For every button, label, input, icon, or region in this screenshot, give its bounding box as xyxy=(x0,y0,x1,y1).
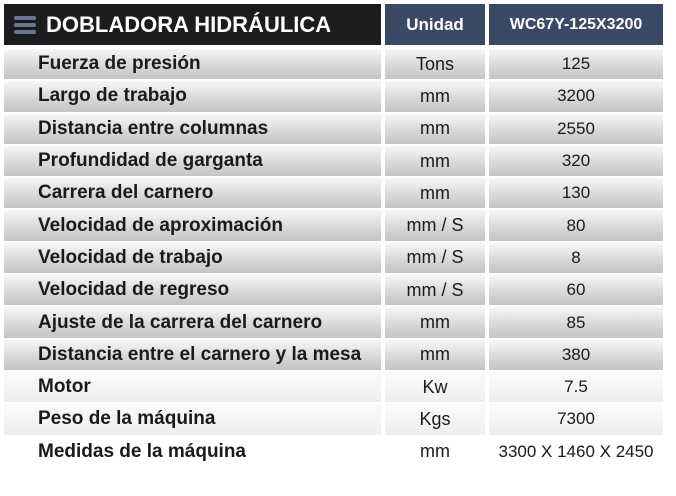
table-row xyxy=(4,372,663,404)
param-cell: Peso de la máquina xyxy=(4,404,381,436)
table-row xyxy=(4,146,663,178)
unit-cell: mm / S xyxy=(385,275,485,307)
value-cell: 3300 X 1460 X 2450 xyxy=(489,437,663,469)
value-cell: 125 xyxy=(489,49,663,81)
unit-cell: mm / S xyxy=(385,210,485,242)
value-cell: 85 xyxy=(489,307,663,339)
unit-cell: mm / S xyxy=(385,243,485,275)
param-cell: Distancia entre el carnero y la mesa xyxy=(4,340,381,372)
table-row xyxy=(4,404,663,436)
param-cell: Distancia entre columnas xyxy=(4,114,381,146)
table-title: DOBLADORA HIDRÁULICA xyxy=(46,11,332,37)
unit-cell: Kgs xyxy=(385,404,485,436)
value-cell: 320 xyxy=(489,146,663,178)
param-cell: Velocidad de trabajo xyxy=(4,243,381,275)
value-cell: 2550 xyxy=(489,114,663,146)
param-cell: Velocidad de aproximación xyxy=(4,210,381,242)
param-cell: Velocidad de regreso xyxy=(4,275,381,307)
param-cell: Fuerza de presión xyxy=(4,49,381,81)
unit-cell: mm xyxy=(385,114,485,146)
unit-cell: mm xyxy=(385,307,485,339)
value-cell: 7.5 xyxy=(489,372,663,404)
value-cell: 7300 xyxy=(489,404,663,436)
table-row xyxy=(4,340,663,372)
param-cell: Ajuste de la carrera del carnero xyxy=(4,307,381,339)
param-cell: Medidas de la máquina xyxy=(4,437,381,469)
param-cell: Carrera del carnero xyxy=(4,178,381,210)
table-row xyxy=(4,243,663,275)
value-cell: 8 xyxy=(489,243,663,275)
unit-cell: mm xyxy=(385,437,485,469)
value-cell: 130 xyxy=(489,178,663,210)
unit-cell: mm xyxy=(385,340,485,372)
param-cell: Profundidad de garganta xyxy=(4,146,381,178)
unit-column-header: Unidad xyxy=(385,4,485,45)
unit-cell: mm xyxy=(385,81,485,113)
unit-cell: Kw xyxy=(385,372,485,404)
table-header xyxy=(4,4,663,45)
menu-icon xyxy=(14,16,36,34)
table-row xyxy=(4,49,663,81)
table-row xyxy=(4,114,663,146)
table-row xyxy=(4,275,663,307)
unit-cell: mm xyxy=(385,178,485,210)
table-row xyxy=(4,81,663,113)
value-cell: 3200 xyxy=(489,81,663,113)
unit-cell: Tons xyxy=(385,49,485,81)
table-row xyxy=(4,210,663,242)
value-cell: 80 xyxy=(489,210,663,242)
value-cell: 380 xyxy=(489,340,663,372)
table-row xyxy=(4,307,663,339)
value-cell: 60 xyxy=(489,275,663,307)
unit-cell: mm xyxy=(385,146,485,178)
param-cell: Largo de trabajo xyxy=(4,81,381,113)
model-column-header: WC67Y-125X3200 xyxy=(489,4,663,45)
table-title-cell xyxy=(4,4,381,45)
table-row xyxy=(4,437,663,469)
table-row xyxy=(4,178,663,210)
param-cell: Motor xyxy=(4,372,381,404)
spec-table xyxy=(4,4,663,469)
